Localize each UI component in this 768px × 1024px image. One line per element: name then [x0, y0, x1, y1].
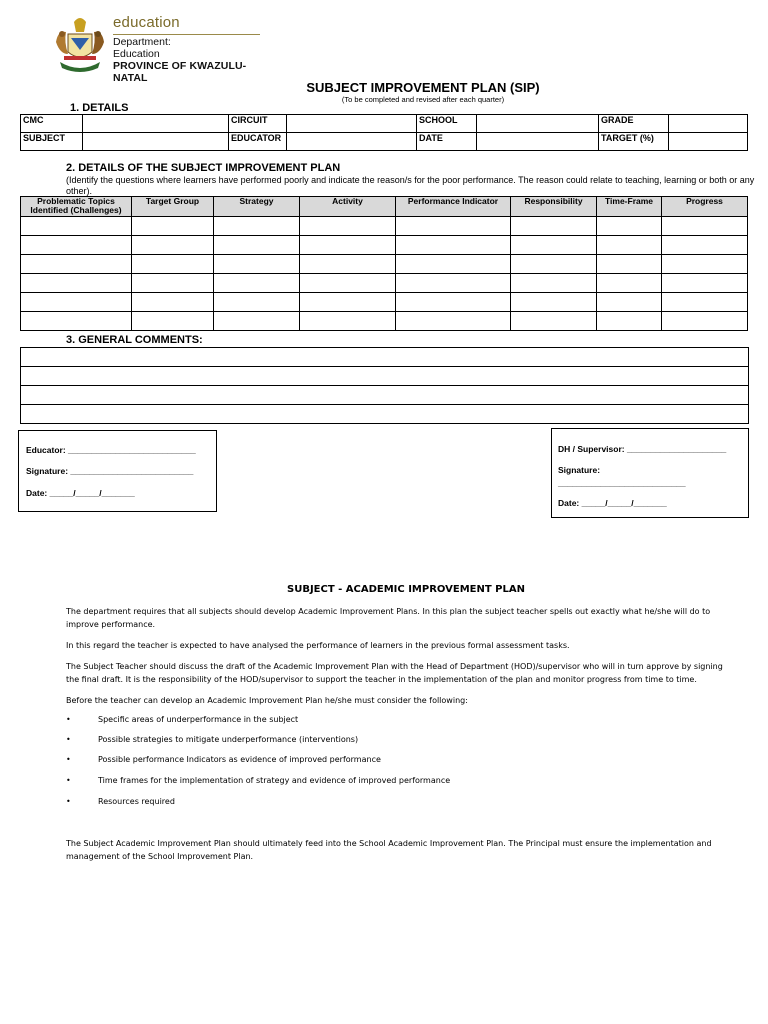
- brand-text: education: [113, 14, 180, 31]
- details-table: [20, 114, 748, 151]
- educator-signoff-box: [18, 430, 217, 512]
- bullet-icon: •: [66, 797, 71, 806]
- col-performance-indicator: Performance Indicator: [396, 197, 511, 217]
- supervisor-line[interactable]: DH / Supervisor: _____________________: [558, 444, 727, 454]
- details-row: [21, 133, 748, 151]
- list-item: Time frames for the implementation of strategy and evidence of improved performance: [98, 776, 451, 785]
- paragraph-closing: The Subject Academic Improvement Plan should ultimately feed into the School Academic Improvement Plan. The Principal must ensure the implementation and management of the School Improvement Plan.: [66, 839, 712, 861]
- table-cell[interactable]: [511, 274, 597, 293]
- educator-line[interactable]: Educator: ___________________________: [26, 445, 196, 455]
- details-row: [21, 115, 748, 133]
- bullet-icon: •: [66, 735, 71, 744]
- table-row: [21, 255, 748, 274]
- table-cell[interactable]: [662, 236, 748, 255]
- list-item: Resources required: [98, 797, 175, 806]
- table-cell[interactable]: [662, 293, 748, 312]
- table-cell[interactable]: [214, 236, 300, 255]
- bullet-icon: •: [66, 755, 71, 764]
- table-cell[interactable]: [511, 217, 597, 236]
- table-cell[interactable]: [511, 293, 597, 312]
- table-cell[interactable]: [662, 274, 748, 293]
- table-cell[interactable]: [21, 274, 132, 293]
- paragraph-requirement: The department requires that all subjects should develop Academic Improvement Plans. In this plan the subject teacher spells out exactly what he/she will do to improve performance.: [66, 607, 711, 629]
- list-item: Possible performance Indicators as evidence of improved performance: [98, 755, 381, 764]
- plan-table: [20, 196, 748, 331]
- table-cell[interactable]: [597, 217, 662, 236]
- details-heading: 1. DETAILS: [70, 102, 129, 114]
- educator-signature-line[interactable]: Signature: __________________________: [26, 466, 194, 476]
- supervisor-date-line[interactable]: Date: _____/_____/_______: [558, 498, 667, 508]
- col-time-frame: Time-Frame: [597, 197, 662, 217]
- page-subtitle: (To be completed and revised after each quarter): [341, 95, 505, 104]
- table-cell[interactable]: [662, 312, 748, 331]
- paragraph-discussion: The Subject Teacher should discuss the draft of the Academic Improvement Plan with the Head of Department (HOD)/supervisor who will in turn approve by signing the final draft. It is the responsibility of the HOD/supervisor to support the teacher in the implementation of the plan and monitor progress from time to time.: [66, 662, 723, 684]
- col-problematic-topics: Problematic Topics Identified (Challenges): [21, 197, 132, 217]
- label-subject: SUBJECT: [21, 133, 83, 151]
- table-cell[interactable]: [396, 312, 511, 331]
- table-cell[interactable]: [396, 255, 511, 274]
- date-field[interactable]: [477, 133, 599, 151]
- table-cell[interactable]: [132, 236, 214, 255]
- label-target: TARGET (%): [599, 133, 669, 151]
- table-cell[interactable]: [597, 236, 662, 255]
- table-cell[interactable]: [214, 293, 300, 312]
- label-cmc: CMC: [21, 115, 83, 133]
- label-grade: GRADE: [599, 115, 669, 133]
- table-cell[interactable]: [396, 236, 511, 255]
- comments-heading: 3. GENERAL COMMENTS:: [66, 334, 203, 346]
- col-activity: Activity: [300, 197, 396, 217]
- table-cell[interactable]: [597, 312, 662, 331]
- label-educator: EDUCATOR: [229, 133, 287, 151]
- table-cell[interactable]: [132, 293, 214, 312]
- comment-line[interactable]: [20, 385, 749, 404]
- logo-divider: [113, 34, 260, 35]
- table-cell[interactable]: [662, 217, 748, 236]
- comment-line[interactable]: [20, 366, 749, 385]
- circuit-field[interactable]: [287, 115, 417, 133]
- educator-date-line[interactable]: Date: _____/_____/_______: [26, 488, 135, 498]
- dept-line1: Department:: [113, 36, 171, 48]
- label-circuit: CIRCUIT: [229, 115, 287, 133]
- table-row: [21, 217, 748, 236]
- table-row: [21, 274, 748, 293]
- supervisor-signature-label: Signature:: [558, 465, 601, 475]
- table-row: [21, 236, 748, 255]
- table-cell[interactable]: [662, 255, 748, 274]
- table-cell[interactable]: [300, 255, 396, 274]
- table-cell[interactable]: [300, 293, 396, 312]
- table-cell[interactable]: [21, 255, 132, 274]
- col-target-group: Target Group: [132, 197, 214, 217]
- table-cell[interactable]: [132, 312, 214, 331]
- dept-line2: Education: [113, 48, 160, 60]
- province-name: PROVINCE OF KWAZULU-NATAL: [113, 60, 247, 84]
- table-cell[interactable]: [597, 274, 662, 293]
- cmc-field[interactable]: [83, 115, 229, 133]
- plan-heading: 2. DETAILS OF THE SUBJECT IMPROVEMENT PLAN: [66, 162, 341, 174]
- table-cell[interactable]: [21, 312, 132, 331]
- table-cell[interactable]: [396, 274, 511, 293]
- table-cell[interactable]: [21, 293, 132, 312]
- table-cell[interactable]: [300, 312, 396, 331]
- table-cell[interactable]: [300, 236, 396, 255]
- subject-field[interactable]: [83, 133, 229, 151]
- table-cell[interactable]: [511, 312, 597, 331]
- bullet-icon: •: [66, 715, 71, 724]
- list-item: Possible strategies to mitigate underperformance (interventions): [98, 735, 359, 744]
- table-cell[interactable]: [21, 217, 132, 236]
- col-strategy: Strategy: [214, 197, 300, 217]
- grade-field[interactable]: [669, 115, 748, 133]
- label-school: SCHOOL: [417, 115, 477, 133]
- table-cell[interactable]: [21, 236, 132, 255]
- page-title: SUBJECT IMPROVEMENT PLAN (SIP): [306, 80, 540, 95]
- coat-of-arms-icon: [52, 12, 108, 74]
- col-responsibility: Responsibility: [511, 197, 597, 217]
- table-cell[interactable]: [300, 274, 396, 293]
- comment-line[interactable]: [20, 404, 749, 424]
- list-item: Specific areas of underperformance in the subject: [98, 715, 299, 724]
- table-row: [21, 312, 748, 331]
- table-cell[interactable]: [511, 255, 597, 274]
- table-row: [21, 293, 748, 312]
- table-cell[interactable]: [214, 312, 300, 331]
- bullet-icon: •: [66, 776, 71, 785]
- table-cell[interactable]: [214, 255, 300, 274]
- paragraph-analysis: In this regard the teacher is expected to have analysed the performance of learners in the previous formal assessment tasks.: [66, 641, 570, 650]
- educator-field[interactable]: [287, 133, 417, 151]
- paragraph-consider: Before the teacher can develop an Academic Improvement Plan he/she must consider the following:: [66, 696, 468, 705]
- plan-note: (Identify the questions where learners have performed poorly and indicate the reason/s for the poor performance. The reason could relate to teaching, learning or both or any other).: [66, 175, 755, 196]
- supervisor-signature-line[interactable]: ___________________________: [558, 478, 686, 488]
- table-cell[interactable]: [132, 217, 214, 236]
- table-cell[interactable]: [132, 255, 214, 274]
- target-field[interactable]: [669, 133, 748, 151]
- supervisor-signoff-box: [551, 428, 749, 518]
- school-field[interactable]: [477, 115, 599, 133]
- col-progress: Progress: [662, 197, 748, 217]
- comment-line[interactable]: [20, 347, 749, 366]
- table-cell[interactable]: [214, 274, 300, 293]
- department-logo: [52, 12, 262, 84]
- table-cell[interactable]: [396, 217, 511, 236]
- plan-header-row: [21, 197, 748, 217]
- table-cell[interactable]: [132, 274, 214, 293]
- label-date: DATE: [417, 133, 477, 151]
- table-cell[interactable]: [396, 293, 511, 312]
- table-cell[interactable]: [300, 217, 396, 236]
- academic-heading: SUBJECT - ACADEMIC IMPROVEMENT PLAN: [287, 584, 525, 595]
- table-cell[interactable]: [214, 217, 300, 236]
- table-cell[interactable]: [597, 255, 662, 274]
- table-cell[interactable]: [597, 293, 662, 312]
- table-cell[interactable]: [511, 236, 597, 255]
